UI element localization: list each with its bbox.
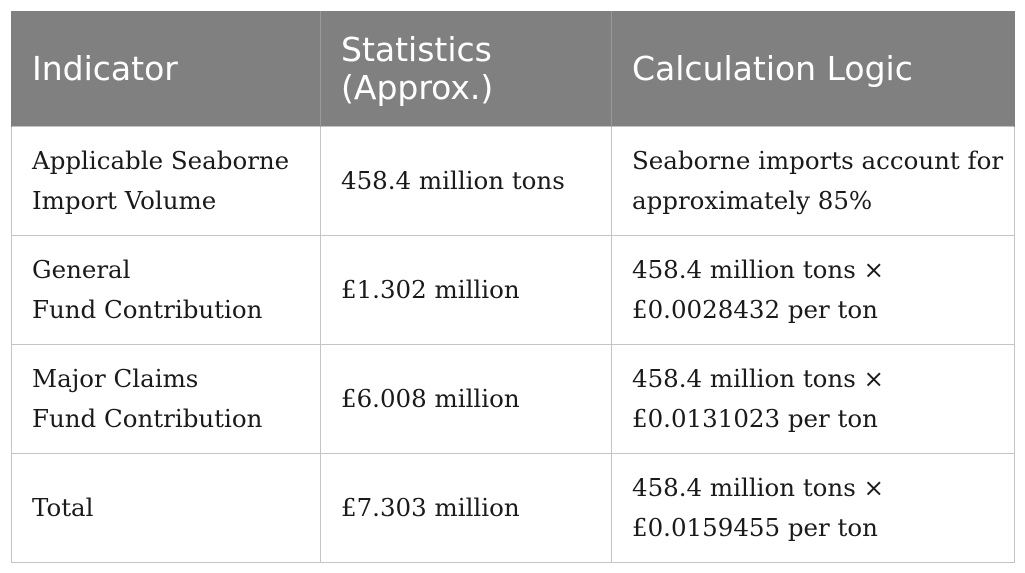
header-logic-text: Calculation Logic xyxy=(632,48,913,88)
cell-statistics xyxy=(321,236,612,345)
cell-text: £0.0159455 per ton xyxy=(632,513,878,542)
cell-text: £1.302 million xyxy=(341,275,520,304)
cell-text: General xyxy=(32,255,131,284)
header-indicator xyxy=(12,11,321,127)
cell-indicator xyxy=(12,236,321,345)
table-row xyxy=(12,236,1015,345)
cell-indicator xyxy=(12,454,321,563)
cell-statistics xyxy=(321,454,612,563)
header-statistics xyxy=(321,11,612,127)
cell-statistics xyxy=(321,127,612,236)
cell-logic xyxy=(612,454,1015,563)
cell-text: 458.4 million tons × xyxy=(632,255,885,284)
contribution-table xyxy=(11,11,1015,563)
header-row xyxy=(12,11,1015,127)
table-row xyxy=(12,127,1015,236)
cell-text: Major Claims xyxy=(32,364,199,393)
cell-text: £0.0131023 per ton xyxy=(632,404,878,433)
table-row xyxy=(12,345,1015,454)
table-body xyxy=(12,127,1015,563)
cell-text: 458.4 million tons × xyxy=(632,364,885,393)
cell-text: £6.008 million xyxy=(341,384,520,413)
cell-text: Total xyxy=(32,493,94,522)
cell-statistics xyxy=(321,345,612,454)
header-statistics-line-1: Statistics xyxy=(341,29,492,69)
cell-text: approximately 85% xyxy=(632,186,873,215)
cell-text: Seaborne imports account for xyxy=(632,146,1004,175)
cell-text: 458.4 million tons xyxy=(341,166,565,195)
cell-logic xyxy=(612,345,1015,454)
cell-indicator xyxy=(12,127,321,236)
cell-text: 458.4 million tons × xyxy=(632,473,885,502)
cell-text: Fund Contribution xyxy=(32,404,263,433)
data-table-container xyxy=(11,11,1014,563)
cell-text: Fund Contribution xyxy=(32,295,263,324)
cell-indicator xyxy=(12,345,321,454)
cell-text: £0.0028432 per ton xyxy=(632,295,878,324)
cell-logic xyxy=(612,236,1015,345)
table-row xyxy=(12,454,1015,563)
header-indicator-text: Indicator xyxy=(32,48,178,88)
cell-logic xyxy=(612,127,1015,236)
cell-text: Import Volume xyxy=(32,186,217,215)
table-header xyxy=(12,11,1015,127)
cell-text: Applicable Seaborne xyxy=(32,146,290,175)
header-statistics-line-2: (Approx.) xyxy=(341,67,494,107)
header-calculation-logic xyxy=(612,11,1015,127)
cell-text: £7.303 million xyxy=(341,493,520,522)
